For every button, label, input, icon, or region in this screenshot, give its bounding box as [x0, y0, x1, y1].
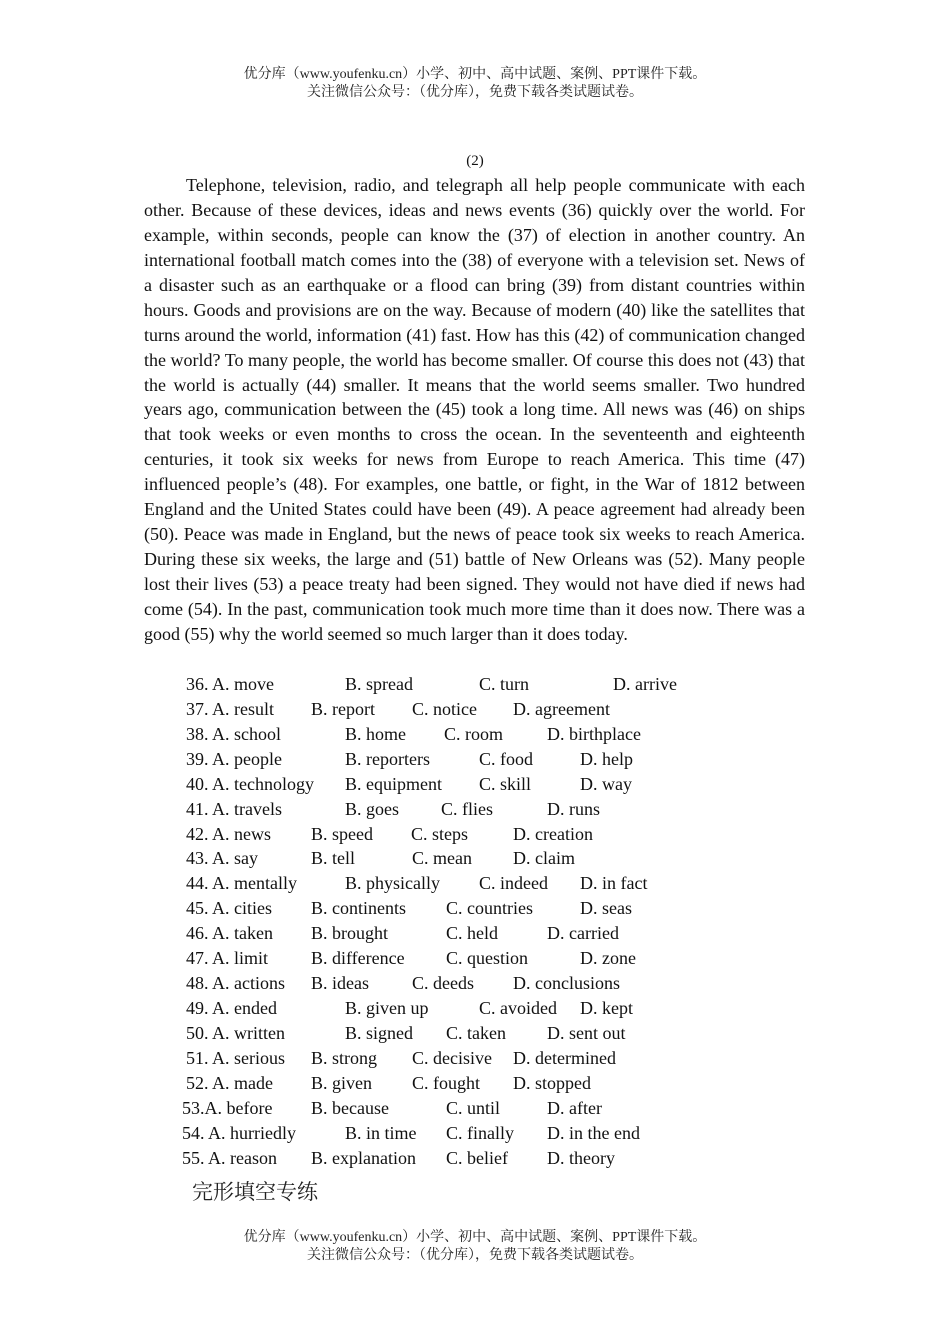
question-row: [0, 697, 950, 722]
option-a: 45. A. cities: [186, 898, 272, 919]
option-c: C. steps: [411, 823, 469, 844]
option-c: C. food: [479, 748, 533, 769]
option-a: 47. A. limit: [186, 948, 269, 969]
question-row: [0, 722, 950, 747]
option-b: B. report: [311, 698, 375, 719]
answer-options-list: [0, 672, 950, 1170]
option-b: B. ideas: [311, 973, 369, 994]
question-row: [0, 871, 950, 896]
option-a: 54. A. hurriedly: [182, 1122, 296, 1143]
option-a: 50. A. written: [186, 1022, 285, 1043]
option-d: D. kept: [580, 997, 633, 1018]
option-d: D. conclusions: [513, 973, 620, 994]
question-row: [0, 747, 950, 772]
question-row: [0, 1046, 950, 1071]
option-d: D. runs: [547, 798, 600, 819]
option-a: 36. A. move: [186, 674, 274, 694]
footer-title: 完形填空专练: [192, 1180, 318, 1204]
footer-line-1: 优分库（www.youfenku.cn）小学、初中、高中试题、案例、PPT课件下载。: [243, 1230, 707, 1245]
option-c: C. question: [446, 948, 529, 969]
cloze-passage: Telephone, television, radio, and telegraph all help people communicate with each other. Because of these devices, ideas and news events (36) quickly over the world. For example, within seconds, people can know the (37) of election in another country. An international football match comes into the (38) of everyone with a television set. News of a disaster such as an earthquake or a flood can bring (39) from distant countries within hours. Goods and provisions are on the way. Because of modern (40) like the satellites that turns around the world, information (41) fast. How has this (42) of communication changed the world? To many people, the world has become smaller. Of course this does not (43) that the world is actually (44) smaller. It means that the world seems smaller. Two hundred years ago, communication between the (45) took a long time. All news was (46) on ships that took weeks or even months to cross the ocean. In the seventeenth and eighteenth centuries, it took six weeks for news from Europe to reach America. This time (47) influenced people’s (48). For examples, one battle, or fight, in the War of 1812 between England and the United States could have been (49). A peace agreement had already been (50). Peace was made in England, but the news of peace took six weeks to reach America. During these six weeks, the large and (51) battle of New Orleans was (52). Many people lost their lives (53) a peace treaty had been signed. They would not have died if news had come (54). In the past, communication took much more time than it does now. There was a good (55) why the world seemed so much larger than it does today.: [144, 175, 805, 644]
option-b: B. continents: [311, 898, 406, 919]
option-b: B. tell: [311, 848, 355, 869]
page-footer: [0, 1229, 950, 1265]
option-b: B. given: [311, 1072, 372, 1093]
option-a: 46. A. taken: [186, 923, 273, 944]
page-header: [0, 66, 950, 102]
option-c: C. indeed: [479, 873, 548, 894]
option-d: D. zone: [580, 948, 636, 969]
option-d: D. stopped: [513, 1072, 591, 1093]
option-a: 43. A. say: [186, 848, 258, 869]
question-row: [0, 797, 950, 822]
option-d: D. sent out: [547, 1022, 626, 1043]
option-a: 55. A. reason: [182, 1147, 277, 1168]
option-a: 42. A. news: [186, 823, 271, 844]
question-row: [0, 1146, 950, 1171]
option-b: B. physically: [345, 873, 440, 894]
question-row: [0, 1071, 950, 1096]
option-d: D. agreement: [513, 698, 610, 719]
question-row: [0, 896, 950, 921]
option-d: D. in the end: [547, 1122, 640, 1143]
option-a: 52. A. made: [186, 1072, 273, 1093]
option-b: B. brought: [311, 923, 389, 944]
question-row: [0, 921, 950, 946]
option-c: C. belief: [446, 1147, 508, 1168]
option-b: B. signed: [345, 1022, 414, 1043]
option-c: C. deeds: [412, 973, 474, 994]
option-d: D. after: [547, 1097, 602, 1118]
option-d: D. theory: [547, 1147, 615, 1168]
question-row: [0, 1096, 950, 1121]
option-d: D. birthplace: [547, 723, 641, 744]
header-line-2: 关注微信公众号：（优分库），免费下载各类试题试卷。: [307, 85, 643, 100]
option-c: C. avoided: [479, 997, 557, 1018]
question-row: [0, 1021, 950, 1046]
option-a: 53.A. before: [182, 1097, 273, 1118]
option-a: 49. A. ended: [186, 997, 277, 1018]
option-b: B. difference: [311, 948, 405, 969]
question-row: [0, 1121, 950, 1146]
option-c: C. until: [446, 1097, 501, 1118]
option-b: B. equipment: [345, 773, 442, 794]
option-b: B. given up: [345, 997, 429, 1018]
question-row: [0, 846, 950, 871]
option-a: 40. A. technology: [186, 773, 314, 794]
option-b: B. speed: [311, 823, 373, 844]
option-b: B. home: [345, 723, 406, 744]
option-a: 39. A. people: [186, 748, 282, 769]
option-b: B. because: [311, 1097, 389, 1118]
option-d: D. in fact: [580, 873, 648, 894]
option-a: 44. A. mentally: [186, 873, 297, 894]
question-row: [0, 772, 950, 797]
option-c: C. fought: [412, 1072, 481, 1093]
option-b: B. strong: [311, 1047, 378, 1068]
option-b: B. in time: [345, 1122, 417, 1143]
option-b: B. spread: [345, 674, 413, 694]
question-row: [0, 822, 950, 847]
question-row: [0, 996, 950, 1021]
option-c: C. countries: [446, 898, 533, 919]
question-row: [0, 672, 950, 697]
option-d: D. claim: [513, 848, 575, 869]
option-c: C. held: [446, 923, 498, 944]
question-row: [0, 946, 950, 971]
option-c: C. finally: [446, 1122, 514, 1143]
question-row: [0, 971, 950, 996]
header-line-1: 优分库（www.youfenku.cn）小学、初中、高中试题、案例、PPT课件下载。: [243, 67, 707, 82]
option-c: C. skill: [479, 773, 532, 794]
option-a: 37. A. result: [186, 698, 274, 719]
option-c: C. room: [444, 723, 504, 744]
option-d: D. seas: [580, 898, 632, 919]
option-c: C. decisive: [412, 1047, 492, 1068]
option-d: D. way: [580, 773, 632, 794]
option-d: D. carried: [547, 923, 619, 944]
option-d: D. creation: [513, 823, 593, 844]
option-d: D. arrive: [613, 674, 677, 694]
option-b: B. reporters: [345, 748, 430, 769]
section-number: (2): [466, 153, 484, 169]
option-a: 48. A. actions: [186, 973, 285, 994]
option-c: C. turn: [479, 674, 530, 694]
option-c: C. flies: [441, 798, 493, 819]
option-d: D. help: [580, 748, 633, 769]
option-a: 51. A. serious: [186, 1047, 285, 1068]
option-b: B. goes: [345, 798, 399, 819]
footer-line-2: 关注微信公众号：（优分库），免费下载各类试题试卷。: [307, 1248, 643, 1263]
option-c: C. taken: [446, 1022, 506, 1043]
option-c: C. mean: [412, 848, 472, 869]
option-a: 41. A. travels: [186, 798, 282, 819]
option-c: C. notice: [412, 698, 477, 719]
option-a: 38. A. school: [186, 723, 282, 744]
option-b: B. explanation: [311, 1147, 416, 1168]
option-d: D. determined: [513, 1047, 616, 1068]
